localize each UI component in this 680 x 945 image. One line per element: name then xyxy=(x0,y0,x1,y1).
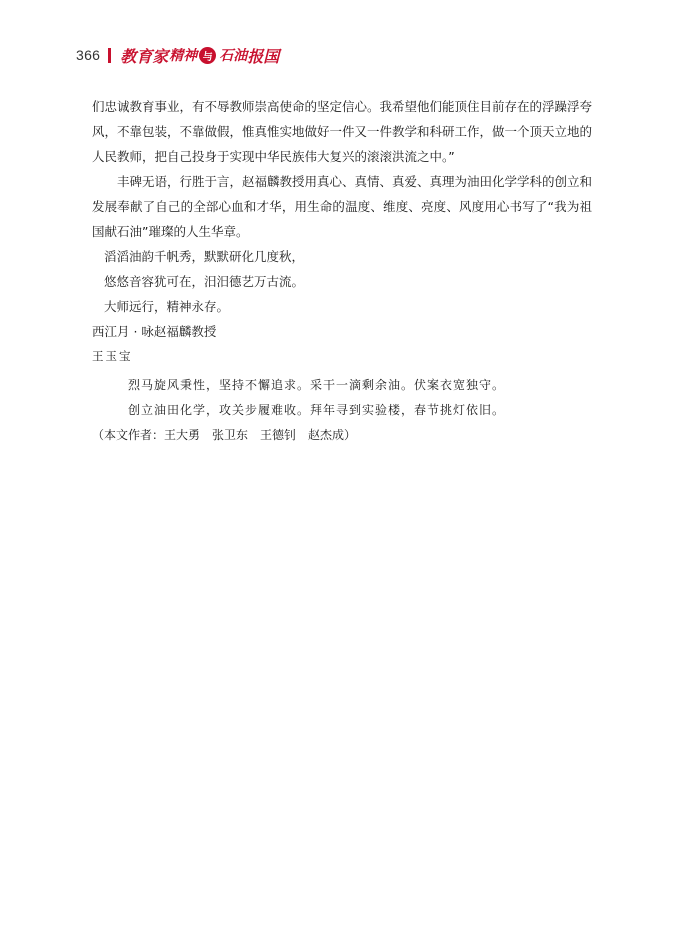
running-title xyxy=(120,44,279,67)
page-header xyxy=(76,42,279,68)
article-body xyxy=(92,94,592,448)
verse-line: 大师远行，精神永存。 xyxy=(104,299,230,314)
poem-title: 西江月 · 咏赵福麟教授 xyxy=(92,324,217,339)
running-title-part4: 报国 xyxy=(247,46,280,66)
running-title-part2: 精神 xyxy=(169,48,198,64)
running-title-part1: 教育家 xyxy=(120,46,169,66)
author-credit: （本文作者：王大勇 张卫东 王德钊 赵杰成） xyxy=(92,428,357,442)
poem-line: 创立油田化学，攻关步履难收。拜年寻到实验楼，春节挑灯依旧。 xyxy=(128,403,506,417)
poem-author: 王玉宝 xyxy=(92,349,133,363)
running-title-circle-badge: 与 xyxy=(199,47,216,64)
page-number: 366 xyxy=(76,47,101,63)
verse-line: 悠悠音容犹可在，汨汨德艺万古流。 xyxy=(104,274,305,289)
running-title-part3: 石油 xyxy=(219,48,248,64)
verse-line: 滔滔油韵千帆秀，默默研化几度秋， xyxy=(104,249,305,264)
poem-line: 烈马旋风秉性，坚持不懈追求。采干一滴剩余油。伏案衣宽独守。 xyxy=(128,378,506,392)
body-paragraph: 丰碑无语，行胜于言，赵福麟教授用真心、真情、真爱、真理为油田化学学科的创立和发展奉献了自己的全部心血和才华，用生命的温度、维度、亮度、风度用心书写了“我为祖国献石油”璀璨的人生华章。 xyxy=(92,174,593,239)
header-divider-bar xyxy=(108,48,111,63)
body-paragraph: 们忠诚教育事业，有不辱教师崇高使命的坚定信心。我希望他们能顶住目前存在的浮躁浮夸风，不靠包装，不靠做假，惟真惟实地做好一件又一件教学和科研工作，做一个顶天立地的人民教师，把自己投身于实现中华民族伟大复兴的滚滚洪流之中。” xyxy=(92,99,593,164)
